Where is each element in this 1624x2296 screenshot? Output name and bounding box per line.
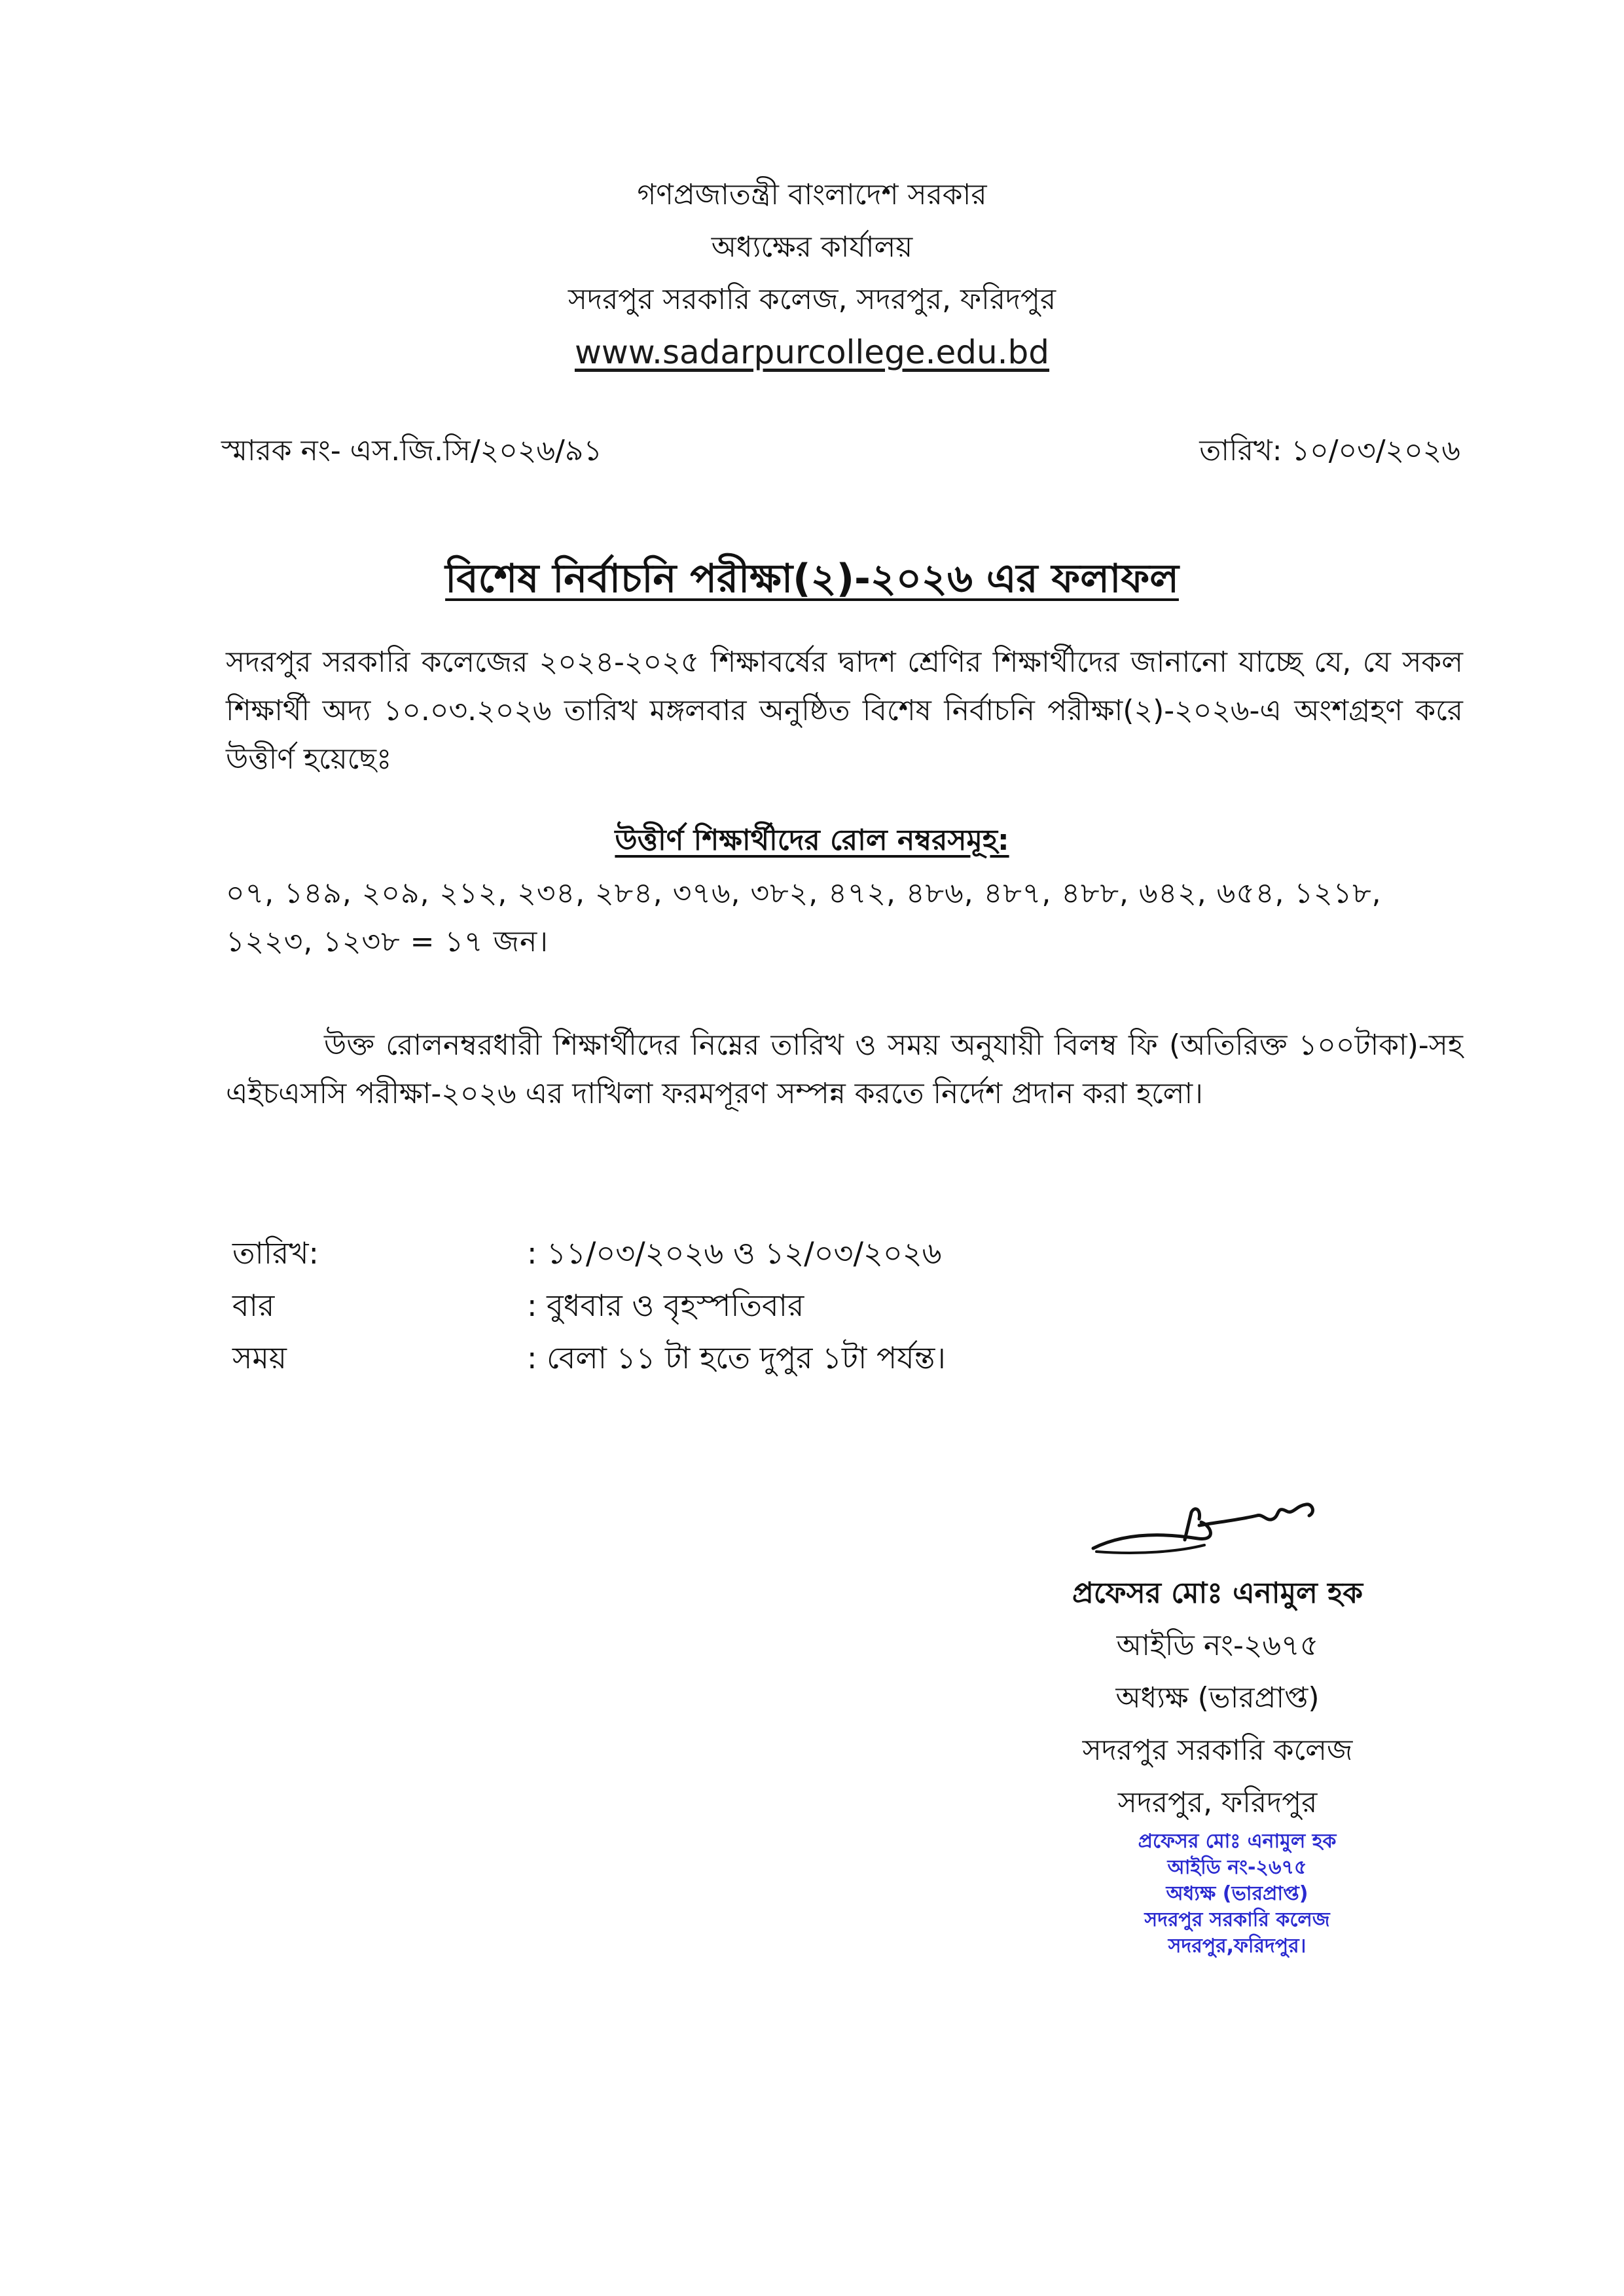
handwritten-signature <box>1087 1486 1335 1565</box>
schedule-label: সময় <box>232 1340 287 1376</box>
signatory-name: প্রফেসর মোঃ এনামুল হক <box>1072 1576 1363 1610</box>
signatory-college: সদরপুর সরকারি কলেজ <box>1082 1734 1353 1767</box>
signatory-designation: অধ্যক্ষ (ভারপ্রাপ্ত) <box>1115 1681 1320 1715</box>
college-name: সদরপুর সরকারি কলেজ, সদরপুর, ফরিদপুর <box>568 283 1056 316</box>
website-link[interactable]: www.sadarpurcollege.edu.bd <box>574 333 1050 371</box>
notice-title <box>0 549 1624 614</box>
schedule-value: : বেলা ১১ টা হতে দুপুর ১টা পর্যন্ত। <box>527 1340 946 1376</box>
seal-name: প্রফেসর মোঃ এনামুল হক <box>1138 1830 1337 1853</box>
government-name: গণপ্রজাতন্ত্রী বাংলাদেশ সরকার <box>637 178 987 211</box>
roll-numbers: ০৭, ১৪৯, ২০৯, ২১২, ২৩৪, ২৮৪, ৩৭৬, ৩৮২, ৪৭২, ৪৮৬, ৪৮৭, ৪৮৮, ৬৪২, ৬৫৪, ১২১৮, ১২২৩, ১২৩৮ = ১৭ জন। <box>226 877 1382 958</box>
memo-date: তারিখ: ১০/০৩/২০২৬ <box>1199 434 1460 467</box>
seal-designation: অধ্যক্ষ (ভারপ্রাপ্ত) <box>1166 1882 1308 1905</box>
office-name: অধ্যক্ষের কার্যালয় <box>711 230 913 264</box>
signatory-location: সদরপুর, ফরিদপুর <box>1117 1786 1318 1819</box>
instruction-paragraph: উক্ত রোলনম্বরধারী শিক্ষার্থীদের নিম্নের তারিখ ও সময় অনুযায়ী বিলম্ব ফি (অতিরিক্ত ১০০টাকা)-সহ এইচএসসি পরীক্ষা-২০২৬ এর দাখিলা ফরমপূরণ সম্পন্ন করতে নির্দেশ প্রদান করা হলো। <box>226 1029 1463 1110</box>
notice-title-text: বিশেষ নির্বাচনি পরীক্ষা(২)-২০২৬ এর ফলাফল <box>445 556 1179 602</box>
rolls-heading <box>0 818 1624 866</box>
signatory-id: আইডি নং-২৬৭৫ <box>1116 1629 1319 1662</box>
schedule-value: : বুধবার ও বৃহস্পতিবার <box>527 1288 804 1323</box>
seal-id: আইডি নং-২৬৭৫ <box>1167 1856 1307 1879</box>
seal-college: সদরপুর সরকারি কলেজ <box>1144 1908 1330 1931</box>
schedule-value: : ১১/০৩/২০২৬ ও ১২/০৩/২০২৬ <box>527 1235 942 1271</box>
seal-location: সদরপুর,ফরিদপুর। <box>1168 1935 1307 1958</box>
intro-paragraph: সদরপুর সরকারি কলেজের ২০২৪-২০২৫ শিক্ষাবর্ষের দ্বাদশ শ্রেণির শিক্ষার্থীদের জানানো যাচ্ছে যে, যে সকল শিক্ষার্থী অদ্য ১০.০৩.২০২৬ তারিখ মঙ্গলবার অনুষ্ঠিত বিশেষ নির্বাচনি পরীক্ষা(২)-২০২৬-এ অংশগ্রহণ করে উত্তীর্ণ হয়েছেঃ <box>226 646 1463 776</box>
schedule-label: বার <box>232 1288 275 1323</box>
memo-number: স্মারক নং- এস.জি.সি/২০২৬/৯১ <box>221 434 602 467</box>
rolls-heading-text: উত্তীর্ণ শিক্ষার্থীদের রোল নম্বরসমূহ: <box>615 824 1009 857</box>
schedule-label: তারিখ: <box>232 1235 319 1271</box>
